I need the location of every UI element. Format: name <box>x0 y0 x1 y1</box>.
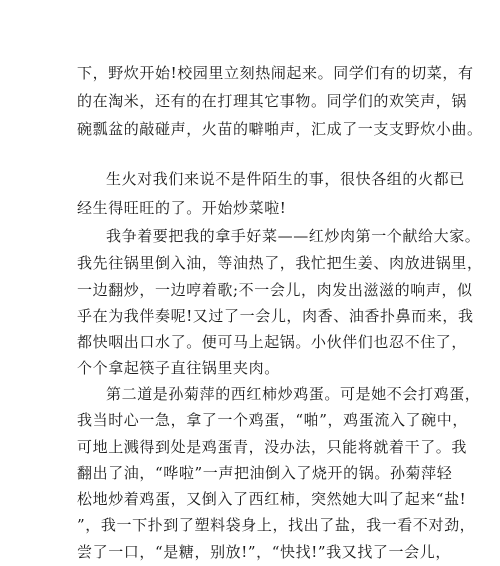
text-line: 的在淘米，还有的在打理其它事物。同学们的欢笑声，锅 <box>77 92 468 110</box>
text-line: 一边翻炒，一边哼着歌;不一会儿，肉发出滋滋的响声，似 <box>77 281 473 299</box>
text-line: 我争着要把我的拿手好菜——红炒肉第一个献给大家。 <box>106 227 481 245</box>
text-line: 尝了一口，“是糖，别放!”，“快找!”我又找了一会儿， <box>77 543 451 561</box>
text-line: 我当时心一急，拿了一个鸡蛋，“啪”，鸡蛋流入了碗中， <box>77 411 468 429</box>
text-line: ”，我一下扑到了塑料袋身上，找出了盐，我一看不对劲， <box>77 516 476 534</box>
text-line: 碗瓢盆的敲碰声，火苗的噼啪声，汇成了一支支野炊小曲。 <box>77 120 483 138</box>
text-line: 下，野炊开始!校园里立刻热闹起来。同学们有的切菜，有 <box>77 64 474 82</box>
text-line: 都快咽出口水了。便可马上起锅。小伙伴们也忍不住了， <box>77 333 468 351</box>
text-line: 乎在为我伴奏呢!又过了一会儿，肉香、油香扑鼻而来，我 <box>77 307 474 325</box>
text-line: 松地炒着鸡蛋，又倒入了西红柿，突然她大叫了起来“盐! <box>77 490 467 508</box>
text-line: 经生得旺旺的了。开始炒菜啦! <box>77 199 287 217</box>
text-line: 个个拿起筷子直往锅里夹肉。 <box>77 359 280 377</box>
text-line: 翻出了油，“哗啦”一声把油倒入了烧开的锅。孙菊萍轻 <box>77 464 453 482</box>
text-line: 可地上溅得到处是鸡蛋青，没办法，只能将就着干了。我 <box>77 438 468 456</box>
text-line: 生火对我们来说不是件陌生的事，很快各组的火都已 <box>106 170 465 188</box>
text-line: 第二道是孙菊萍的西红柿炒鸡蛋。可是她不会打鸡蛋， <box>106 385 481 403</box>
text-line: 我先往锅里倒入油，等油热了，我忙把生姜、肉放进锅里， <box>77 254 483 272</box>
